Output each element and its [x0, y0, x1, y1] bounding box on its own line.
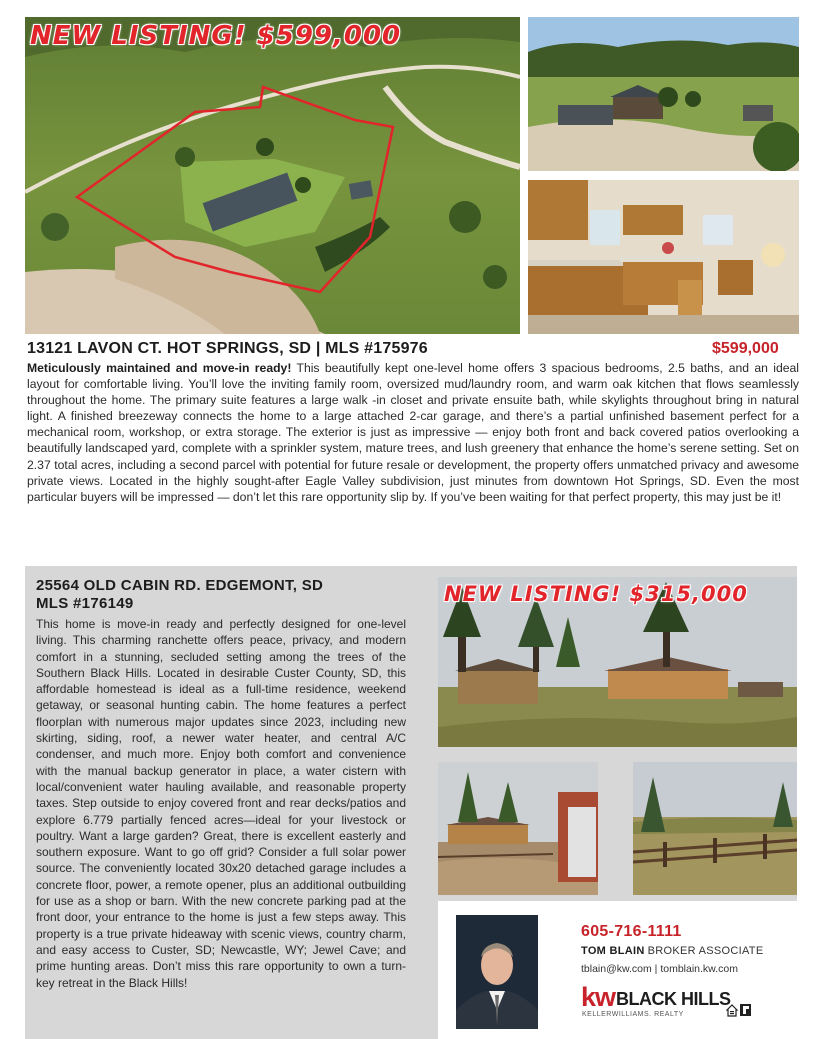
aerial-property-photo	[25, 17, 520, 334]
agent-role: BROKER ASSOCIATE	[647, 945, 764, 957]
kitchen-interior-photo	[528, 180, 799, 334]
listing2-description: This home is move-in ready and perfectly designed for one-level living. This charming ranchette offers peace, privacy, and modern comfort in a stunning, secluded setting among the trees of the Southern Black Hills. Located in desirable Custer County, SD, this affordable homestead is ideal as a full-time residence, weekend getaway, or seasonal hunting cabin. The home features a perfect floorplan with numerous major updates since 2023, including new skirting, siding, roof, a newer water heater, and central A/C condenser, and much more. Enjoy both comfort and convenience with the manual backup generator in place, a water cistern with local/convenient water hauling available, and reasonable property taxes. Step outside to enjoy covered front and rear decks/patios and explore 6.779 partially fenced acres—ideal for your livestock or poultry. Want a large garden? Great, there is excellent easterly and southern exposure. Want to go off grid? Consider a full solar power source. The conveniently located 30x20 detached garage includes a concrete floor, power, a remote opener, plus an additional outbuilding for use as a shop or barn. With the new concrete parking pad at the front door, your entrance to the home is just a few steps away. This property is a true private hideaway with scenic views, country charm, and easy access to Custer, SD; Newcastle, WY; Jewel Cave; and prime hunting areas. Don’t miss this rare opportunity to own a turn-key retreat in the Black Hills!	[36, 617, 406, 990]
pasture-fence-photo	[633, 762, 797, 895]
agent-headshot	[456, 915, 538, 1029]
agent-name: TOM BLAIN	[581, 945, 645, 957]
listing1-body: This beautifully kept one-level home offers 3 spacious bedrooms, 2.5 baths, and an ideal layout for comfortable living. You’ll love the inviting family room, oversized mud/laundry room, and warm oak kitchen that flows seamlessly throughout the home. The primary suite features a large walk -in closet and private ensuite bath, while skylights throughout bring in natural light. A finished breezeway connects the home to a large attached 2-car garage, and there’s a partial unfinished basement perfect for a mechanical room, workshop, or extra storage. The exterior is just as impressive — enjoy both front and back covered patios overlooking a beautifully landscaped yard, complete with a sprinkler system, mature trees, and lush greenery that enhance the home’s serene setting. Set on 2.37 total acres, including a second parcel with potential for future resale or development, the property offers unmatched privacy and awesome private views. Located in the highly sought-after Eagle Valley subdivision, just minutes from downtown Hot Springs, SD. Even the most particular buyers will be impressed — don’t let this rare opportunity slip by. If you’ve been waiting for that perfect property, this may just be it!	[27, 361, 799, 504]
listing1-address: 13121 LAVON CT. HOT SPRINGS, SD | MLS #175976	[27, 340, 428, 357]
listing1-description	[27, 360, 799, 505]
keller-williams-logo	[581, 982, 731, 1022]
property-landscape-photo	[528, 17, 799, 171]
kw-brand-sub: KELLERWILLIAMS. REALTY	[582, 1011, 684, 1018]
yard-garage-photo	[438, 762, 598, 895]
listing2-mls: MLS #176149	[36, 595, 134, 612]
kw-mark: kw	[581, 982, 616, 1012]
listing1-lead: Meticulously maintained and move-in ready!	[27, 361, 292, 375]
agent-name-line	[581, 945, 763, 957]
kw-brand-name: BLACK HILLS	[616, 989, 731, 1009]
listing2-new-listing-banner: NEW LISTING! $315,000	[444, 582, 748, 606]
listing1-new-listing-banner: NEW LISTING! $599,000	[30, 21, 402, 51]
equal-housing-icon	[726, 1003, 752, 1017]
listing2-address-line: 25564 OLD CABIN RD. EDGEMONT, SD	[36, 577, 324, 594]
agent-phone[interactable]: 605-716-1111	[581, 923, 682, 940]
agent-contact[interactable]: tblain@kw.com | tomblain.kw.com	[581, 963, 738, 975]
listing2-address	[36, 577, 416, 613]
listing1-price: $599,000	[712, 340, 779, 357]
